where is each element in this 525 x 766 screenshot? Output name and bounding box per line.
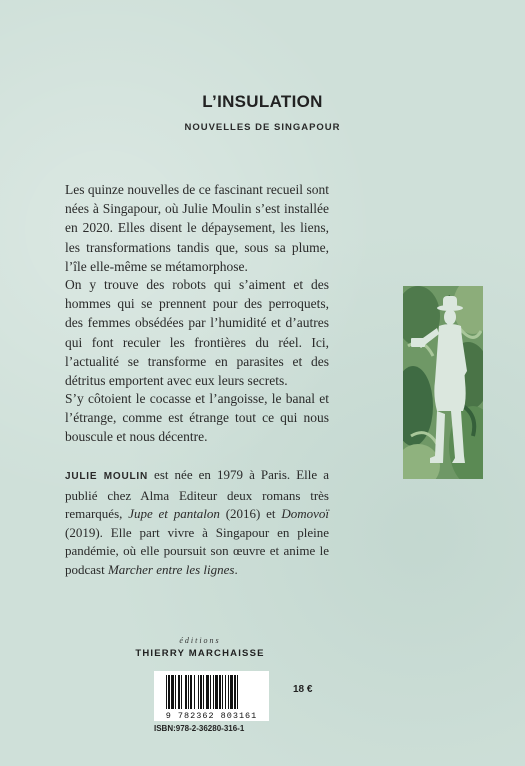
bio-text-2: (2016) et (219, 506, 282, 522)
barcode (154, 671, 269, 721)
bio-text-1: est née en 1979 à Paris. Elle a publié chez Alma Editeur deux romans très remarqués, (65, 467, 329, 522)
barcode-bar (168, 675, 170, 709)
blurb-paragraph-3: S’y côtoient le cocasse et l’angoisse, le banal et l’étrange, comme est étrange tout ce qui nous bouscule et nous décentre. (65, 391, 329, 445)
barcode-bar (237, 675, 238, 709)
barcode-bar (228, 675, 229, 709)
bio-text-3: (2019). Elle part vivre à Singapour en pleine pandémie, où elle poursuit son œuvre et anime le podcast (65, 524, 329, 577)
silhouette-reader-in-jungle-photo (403, 286, 483, 479)
barcode-bar (194, 675, 195, 709)
barcode-bar (178, 675, 180, 709)
barcode-bar (222, 675, 223, 709)
bio-text-4: . (234, 561, 238, 577)
barcode-bar (203, 675, 204, 709)
barcode-bar (215, 675, 218, 709)
barcode-bar (213, 675, 214, 709)
book-title: L’INSULATION (202, 92, 323, 111)
barcode-digits: 9 782362 803161 (165, 711, 258, 721)
bio-podcast: Marcher entre les lignes (107, 561, 235, 577)
barcode-bar (234, 675, 236, 709)
barcode-bar (175, 675, 176, 709)
barcode-bar (188, 675, 189, 709)
publisher-prefix: éditions (179, 636, 221, 645)
barcode-bar (185, 675, 187, 709)
barcode-bar (206, 675, 209, 709)
bio-book-1: Jupe et pantalon (128, 506, 220, 522)
book-subtitle: NOUVELLES DE SINGAPOUR (184, 122, 341, 133)
author-name: JULIE MOULIN (65, 471, 148, 482)
price-label: 18 € (293, 684, 313, 695)
barcode-bar (200, 675, 202, 709)
barcode-bar (198, 675, 199, 709)
blurb-paragraph-2: On y trouve des robots qui s’aiment et des hommes qui se prennent pour des perroquets, des femmes obsédées par l’humidité et d’autres qui font reculer les frontières du réel. Ici, l’actualité se transforme en parasites et des détritus emportent avec eux leurs secrets. (65, 277, 329, 389)
barcode-bar (210, 675, 211, 709)
barcode-bar (171, 675, 174, 709)
barcode-bar (166, 675, 167, 709)
barcode-bar (181, 675, 182, 709)
barcode-bar (230, 675, 233, 709)
author-bio (65, 466, 329, 580)
barcode-bar (190, 675, 192, 709)
blurb-paragraph-1: Les quinze nouvelles de ce fascinant recueil sont nées à Singapour, où Julie Moulin s’est installée en 2020. Elles disent le dépaysement, les liens, les transformations tandis que, sous sa plume, l’île elle-même se métamorphose. (65, 182, 329, 274)
barcode-bar (219, 675, 221, 709)
bio-book-2: Domovoï (281, 506, 330, 522)
isbn-label: ISBN:978-2-36280-316-1 (154, 724, 245, 733)
barcode-bar (225, 675, 226, 709)
publisher-name: THIERRY MARCHAISSE (135, 648, 265, 659)
